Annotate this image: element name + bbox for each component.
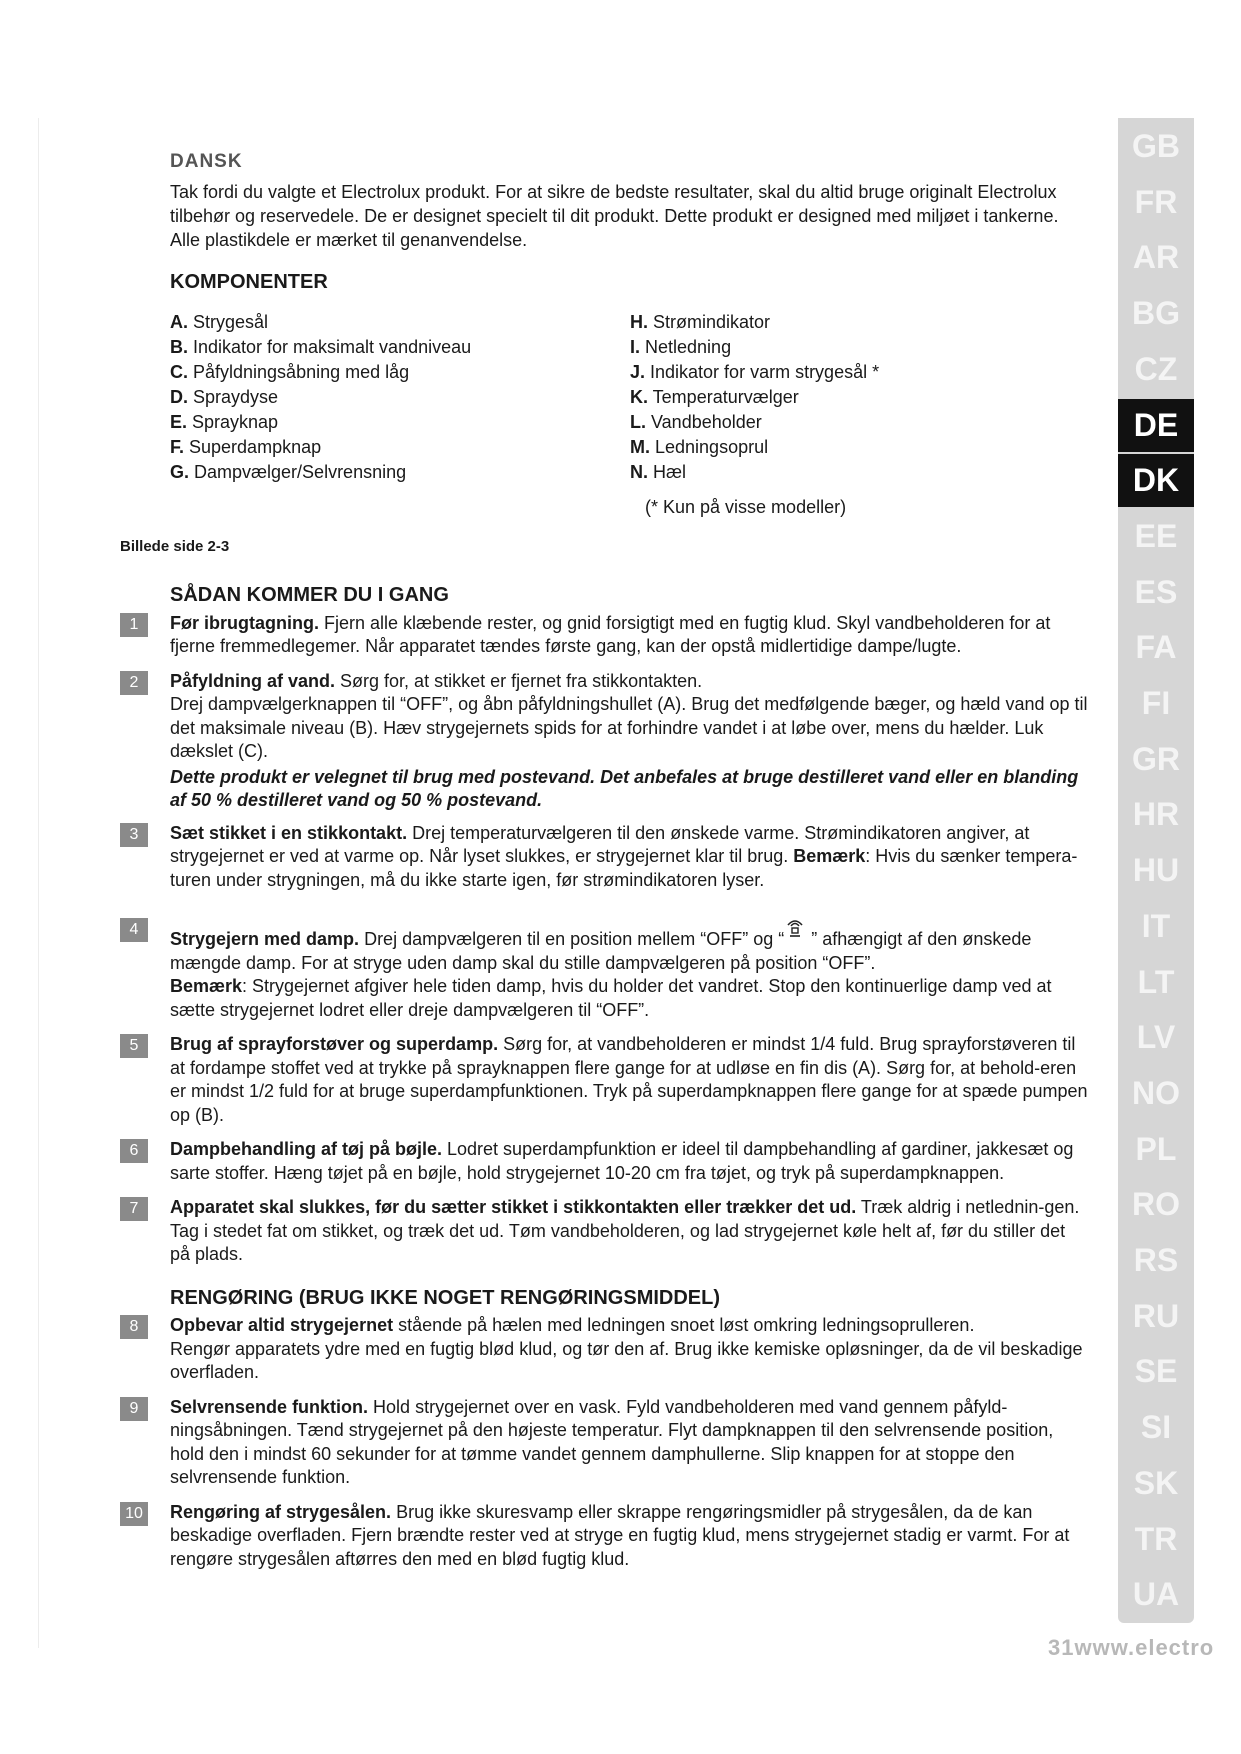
language-tab-lv[interactable]: LV [1136,1019,1176,1055]
step-number-badge: 9 [120,1397,148,1421]
language-tab-hu[interactable]: HU [1132,852,1180,888]
getting-started-title: SÅDAN KOMMER DU I GANG [170,584,449,606]
step-body-2: Rengør apparatets ydre med en fugtig blød klud, og tør den af. Brug ikke kemiske opløsninger, da de vil beskadige overfladen. [170,1338,1083,1382]
step-3 [129,822,1090,893]
step-body-2: : Hvis du sænker tempera-turen under strygningen, må du ikke starte igen, før strømindikatoren lyser. [170,846,1078,890]
language-tab-sk[interactable]: SK [1133,1465,1179,1501]
component-key: L. [630,412,646,432]
language-heading: DANSK [170,151,243,172]
step-heading: Brug af sprayforstøver og superdamp. [170,1034,499,1054]
step-8 [129,1314,1090,1385]
component-label: Strygesål [188,312,269,332]
step-1 [129,612,1090,659]
components-list [170,310,1090,485]
component-key: H. [630,312,648,332]
step-heading: Før ibrugtagning. [170,612,319,633]
step-body: Drej dampvælgeren til en position mellem “OFF” og “ [359,929,785,949]
component-key: A. [170,312,188,332]
component-label: Sprayknap [187,412,279,432]
step-4 [129,917,1090,1022]
language-tab-de[interactable]: DE [1118,399,1194,452]
step-text [170,917,1090,975]
step-text [170,1314,1090,1338]
language-tab-bg[interactable]: BG [1132,295,1180,331]
language-tab-se[interactable]: SE [1134,1353,1178,1389]
language-tab-it[interactable]: IT [1141,908,1171,944]
component-item [630,310,1090,335]
component-label: Vandbeholder [646,412,762,432]
component-label: Netledning [640,337,732,357]
step-text [170,612,1090,659]
component-item [170,460,630,485]
step-body-2: : Strygejernet afgiver hele tiden damp, hvis du holder det vandret. Stop den kontinuerlige damp ved at sætte strygejernet lodret eller dreje dampvælgeren til “OFF”. [170,976,1052,1020]
component-item [170,335,630,360]
cleaning-title: RENGØRING (BRUG IKKE NOGET RENGØRINGSMIDDEL) [170,1286,721,1309]
steam-icon [784,917,806,947]
language-tab-pl[interactable]: PL [1135,1131,1177,1167]
step-5 [129,1033,1090,1127]
component-key: F. [170,437,185,457]
step-number-badge: 7 [120,1197,148,1221]
page-edge-line [38,118,39,1648]
figure-caption: Billede side 2-3 [120,538,230,555]
step-body: Hold strygejernet over en vask. Fyld vandbeholderen med vand gennem påfyld-ningsåbningen. Tænd strygejernet på den højeste temperatur. Flyt dampknappen til den selvrensende position, hold den i mindst 60 sekunder for at tømme vandet gennem damphullerne. Slip knappen for at stoppe den selvrensende funktion. [170,1396,1054,1487]
components-note: (* Kun på visse modeller) [645,497,847,517]
step-body: Fjern alle klæbende rester, og gnid forsigtigt med en fugtig klud. Skyl vandbeholderen for at fjerne fremmedlegemer. Når apparatet tændes første gang, kan der opstå midlertidige dampe/lugte. [170,612,1051,656]
language-tab-dk[interactable]: DK [1118,454,1194,507]
component-label: Påfyldningsåbning med låg [188,362,410,382]
step-body: Sørg for, at stikket er fjernet fra stikkontakten. [335,670,703,691]
step-italic-note: Dette produkt er velegnet til brug med postevand. Det anbefales at bruge destilleret vand eller en blanding af 50 % destilleret vand og 50 % postevand. [170,766,1079,810]
language-tab-cz[interactable]: CZ [1134,351,1178,387]
language-tab-gb[interactable]: GB [1132,128,1180,164]
step-number-badge: 1 [120,613,148,637]
language-tab-ru[interactable]: RU [1132,1298,1180,1334]
step-heading: Apparatet skal slukkes, før du sætter stikket i stikkontakten eller trækker det ud. [170,1197,857,1217]
language-tab-ro[interactable]: RO [1132,1186,1180,1222]
step-heading: Strygejern med damp. [170,929,360,949]
intro-paragraph: Tak fordi du valgte et Electrolux produkt. For at sikre de bedste resultater, skal du altid bruge originalt Electrolux tilbehør og reservedele. De er designet specielt til dit produkt. Dette produkt er designed med miljøet i tankerne. Alle plastikdele er mærket til genanvendelse. [170,182,1059,250]
step-heading: Påfyldning af vand. [170,670,336,691]
language-tab-ar[interactable]: AR [1132,239,1180,275]
component-item [170,360,630,385]
component-label: Dampvælger/Selvrensning [189,462,407,482]
components-title: KOMPONENTER [170,271,328,293]
component-label: Strømindikator [648,312,771,332]
component-key: B. [170,337,188,357]
step-2 [129,670,1090,813]
step-6 [129,1138,1090,1185]
language-tab-fi[interactable]: FI [1141,685,1171,721]
step-body: stående på hælen med ledningen snoet løst omkring ledningsoprulleren. [393,1315,975,1335]
component-label: Indikator for maksimalt vandniveau [188,337,472,357]
step-body: Lodret superdampfunktion er ideel til dampbehandling af gardiner, jakkesæt og sarte stoffer. Hæng tøjet på en bøjle, hold strygejernet 10-20 cm fra tøjet, og tryk på superdampknappen. [170,1139,1074,1183]
step-text [170,670,1090,694]
step-text [170,1033,1090,1127]
language-tab-lt[interactable]: LT [1137,964,1175,1000]
step-note-label: Bemærk [793,846,866,866]
component-label: Ledningsoprul [650,437,769,457]
step-text [170,1501,1090,1572]
component-label: Temperaturvælger [648,387,799,407]
step-number-badge: 10 [120,1502,148,1526]
step-heading: Sæt stikket i en stikkontakt. [170,822,408,843]
step-body-continued: ” afhængigt af den ønskede mængde damp. For at stryge uden damp skal du stille dampvælgeren på position “OFF”. [170,929,1032,973]
component-item [170,435,630,460]
component-key: K. [630,387,648,407]
language-tabs-sidebar [1118,118,1194,1623]
language-tab-ee[interactable]: EE [1134,518,1178,554]
language-tab-hr[interactable]: HR [1132,796,1180,832]
component-key: I. [630,337,641,357]
component-label: Superdampknap [184,437,322,457]
step-body: Sørg for, at vandbeholderen er mindst 1/4 fuld. Brug sprayforstøveren til at fordampe stoffet ved at trykke på sprayknappen flere gange for at udløse en fin dis (A). Sørg for, at behold-eren er mindst 1/2 fuld for at bruge superdampfunktionen. Tryk på superdampknappen flere gange for at spæde pumpen op (B). [170,1034,1088,1125]
language-tab-tr[interactable]: TR [1134,1521,1178,1557]
step-number-badge: 4 [120,918,148,942]
step-text [170,1138,1090,1185]
component-item [630,410,1090,435]
component-item [630,335,1090,360]
language-tab-es[interactable]: ES [1134,574,1178,610]
step-heading: Rengøring af strygesålen. [170,1501,392,1522]
step-body: Drej temperaturvælgeren til den ønskede varme. Strømindikatoren angiver, at strygejernet er ved at varme op. Når lyset slukkes, er strygejernet klar til brug. [170,822,1030,866]
page-footer: 31www.electro [1048,1635,1215,1660]
component-item [630,385,1090,410]
language-tab-fr[interactable]: FR [1134,184,1178,220]
step-number-badge: 8 [120,1315,148,1339]
component-key: J. [630,362,646,382]
step-text [170,1196,1090,1267]
step-note-label: Bemærk [170,976,243,996]
language-tab-si[interactable]: SI [1140,1409,1172,1445]
step-body-2: Drej dampvælgerknappen til “OFF”, og åbn påfyldningshullet (A). Brug det medfølgende bæger, og hæld vand op til det maksimale niveau (B). Hæv strygejernets spids for at forhindre vandet i at løbe over, mens du hælder. Luk dækslet (C). [170,694,1088,761]
component-item [630,460,1090,485]
step-7 [129,1196,1090,1267]
component-label: Hæl [648,462,687,482]
language-tab-rs[interactable]: RS [1133,1242,1179,1278]
step-10 [125,1501,1090,1572]
component-key: N. [630,462,648,482]
component-item [630,360,1090,385]
step-number-badge: 5 [120,1034,148,1058]
step-text [170,1396,1090,1490]
language-tab-no[interactable]: NO [1132,1075,1180,1111]
component-item [630,435,1090,460]
component-key: C. [170,362,188,382]
step-body: Træk aldrig i netlednin-gen. Tag i stedet fat om stikket, og træk det ud. Tøm vandbeholderen, og lad strygejernet køle helt af, før du stiller det på plads. [170,1197,1080,1264]
language-tab-fa[interactable]: FA [1135,629,1177,665]
component-item [170,310,630,335]
component-item [170,385,630,410]
step-body: Brug ikke skuresvamp eller skrappe rengøringsmidler på strygesålen, da de kan beskadige overfladen. Fjern brændte rester ved at stryge en fugtig klud, mens strygejernet stadig er varmt. For at rengøre strygesålen aftørres den med en blød fugtig klud. [170,1501,1070,1569]
components-right-column [630,310,1090,485]
language-tab-ua[interactable]: UA [1132,1576,1180,1612]
step-number-badge: 2 [120,671,148,695]
component-label: Indikator for varm strygesål * [645,362,880,382]
getting-started-section [125,584,1090,1571]
component-key: E. [170,412,188,432]
components-left-column [170,310,630,485]
step-number-badge: 6 [120,1139,148,1163]
component-key: M. [630,437,650,457]
step-heading: Dampbehandling af tøj på bøjle. [170,1139,443,1159]
step-number-badge: 3 [120,823,148,847]
language-tab-gr[interactable]: GR [1132,741,1180,777]
component-key: D. [170,387,188,407]
step-text [170,822,1090,893]
component-key: G. [170,462,190,482]
step-heading: Opbevar altid strygejernet [170,1315,394,1335]
intro-section [170,150,1090,519]
step-9 [129,1396,1090,1490]
component-label: Spraydyse [188,387,279,407]
step-heading: Selvrensende funktion. [170,1396,369,1417]
component-item [170,410,630,435]
